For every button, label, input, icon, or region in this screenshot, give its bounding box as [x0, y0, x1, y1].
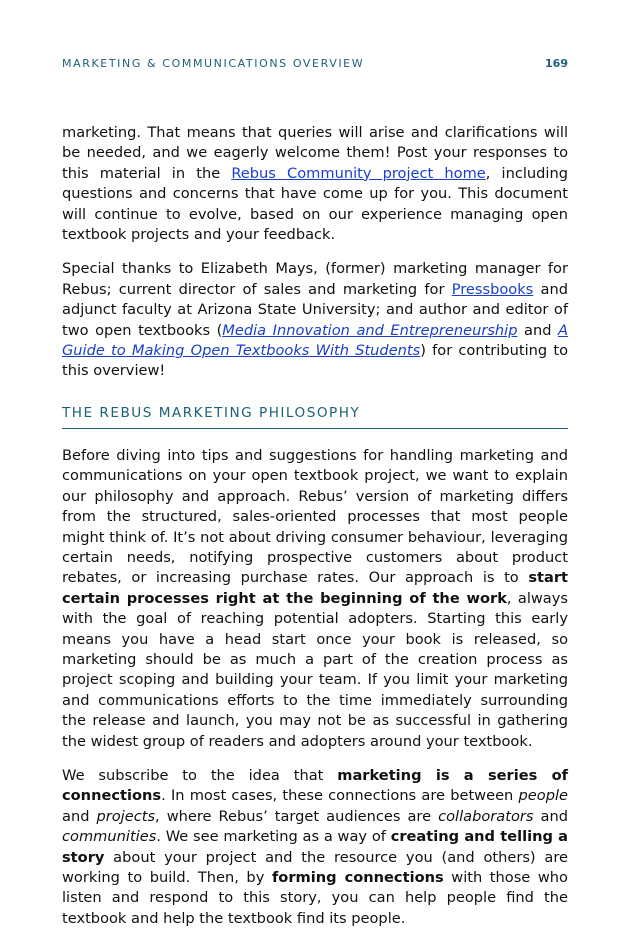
paragraph-connections — [62, 766, 568, 929]
page-number: 169 — [545, 56, 568, 70]
section-heading: THE REBUS MARKETING PHILOSOPHY — [62, 404, 568, 429]
bold-phrase: marketing is a series of connections — [62, 766, 568, 805]
paragraph-text: , where Rebus’ target audiences are — [155, 807, 439, 825]
paragraph-text: and adjunct faculty at Arizona State University; and author and editor of two open textbooks ( — [62, 280, 568, 339]
paragraph-text: . We see marketing as a way of — [156, 828, 391, 846]
italic-word: people — [518, 787, 568, 805]
italic-word: collaborators — [438, 807, 534, 825]
rebus-community-link[interactable]: Rebus Community project home — [231, 164, 486, 182]
paragraph-text: and — [533, 807, 568, 825]
bold-phrase: forming connections — [271, 869, 444, 886]
paragraph-text: marketing. That means that queries will arise and clarifications will be needed, and we eagerly welcome them! Post your responses to this material in the — [62, 124, 568, 182]
bold-phrase: creating and telling a story — [62, 828, 568, 866]
paragraph-text: . In most cases, these connections are between — [161, 787, 519, 805]
paragraph-text: We subscribe to the idea that — [62, 766, 338, 784]
running-title: MARKETING & COMMUNICATIONS OVERVIEW — [62, 56, 365, 70]
paragraph-text: and — [62, 807, 97, 825]
paragraph-text: Before diving into tips and suggestions for handling marketing and communications on your open textbook project, we want to explain our philosophy and approach. Rebus’ version of marketing differs from the structured, sales-oriented processes that most people might think of. It’s not about driving consumer behaviour, leveraging certain needs, notifying prospective customers about product rebates, or increasing purchase rates. Our approach is to — [62, 446, 568, 587]
paragraph-text: ) for contributing to this overview! — [62, 342, 568, 380]
paragraph-philosophy — [62, 446, 568, 752]
paragraph-text: and — [517, 321, 559, 339]
running-header — [62, 55, 568, 71]
paragraph-acknowledgements — [62, 259, 568, 381]
bold-phrase: start certain processes right at the beginning of the work — [62, 569, 568, 607]
paragraph-text: about your project and the resource you (and others) are working to build. Then, by — [62, 848, 568, 886]
media-innovation-book-link[interactable]: Media Innovation and Entrepreneurship — [222, 321, 518, 339]
paragraph-intro-continuation — [62, 123, 568, 245]
pressbooks-link[interactable]: Pressbooks — [451, 280, 534, 298]
paragraph-text: with those who listen and respond to this story, you can help people find the textbook and help the textbook find its people. — [62, 869, 568, 927]
paragraph-text: , always with the goal of reaching potential adopters. Starting this early means you have a head start once your book is released, so marketing should be as much a part of the creation process as project scoping and building your team. If you limit your marketing and communications efforts to the time immediately surrounding the release and launch, you may not be as successful in gathering the widest group of readers and adopters around your textbook. — [62, 589, 568, 750]
paragraph-text: , including questions and concerns that have come up for you. This document will continue to evolve, based on our experience managing open textbook projects and your feedback. — [62, 164, 568, 244]
italic-word: projects — [96, 807, 156, 825]
paragraph-text: Special thanks to Elizabeth Mays, (former) marketing manager for Rebus; current director of sales and marketing for — [62, 260, 568, 298]
page-body — [62, 123, 568, 929]
italic-word: communities — [62, 828, 157, 846]
guide-open-textbooks-link[interactable]: A Guide to Making Open Textbooks With Students — [62, 321, 569, 360]
